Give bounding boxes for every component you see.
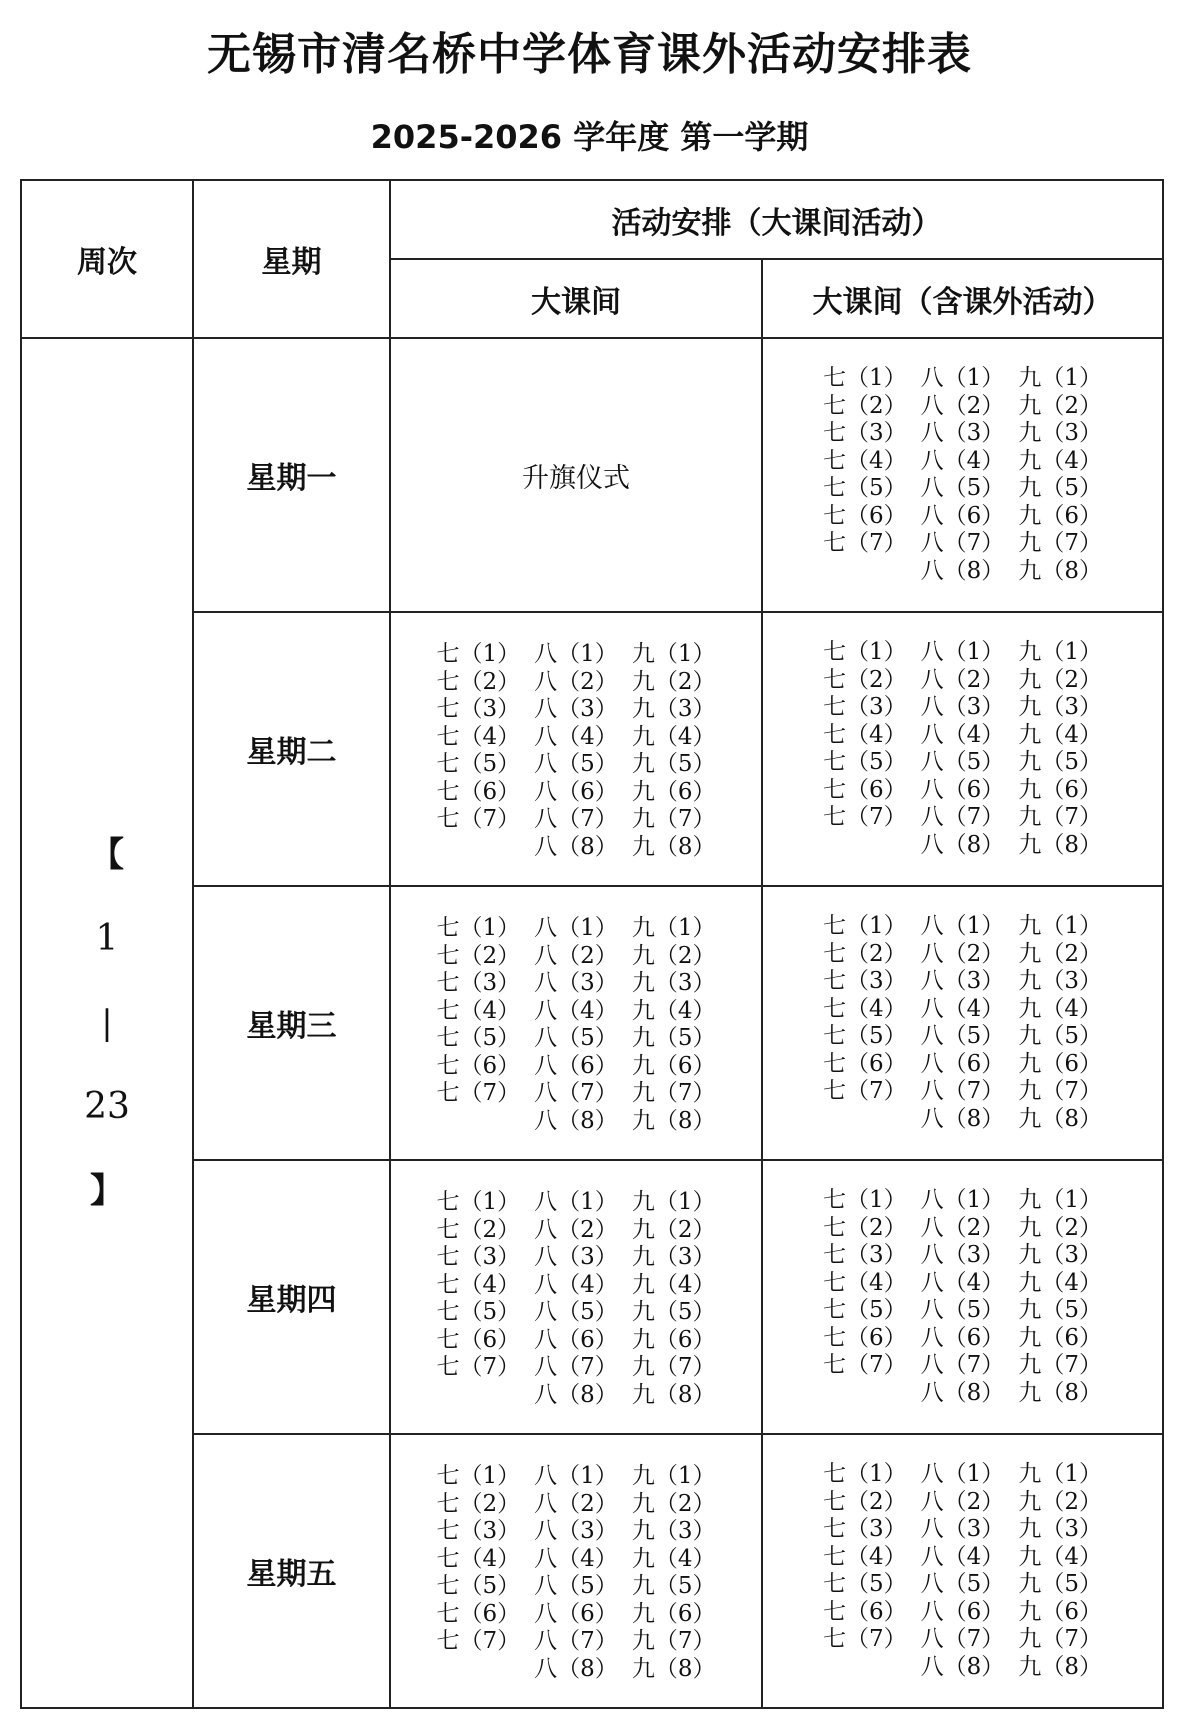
class-entry: 八（1） [534,641,618,667]
class-entry: 七（6） [436,1326,521,1353]
class-entry: 七（7） [436,1354,521,1380]
class-entry: 九（2） [1018,940,1102,967]
class-entry: 八（1） [920,1461,1005,1487]
class-entry: 九（2） [631,1216,716,1243]
class-entry: 七（4） [823,447,907,474]
class-entry: 八（1） [534,1189,618,1215]
class-entry: 九（8） [1018,1105,1102,1132]
class-entry: 八（6） [534,1326,618,1353]
class-entry: 七（2） [436,942,521,969]
class-entry: 八（8） [534,1381,618,1408]
class-entry: 八（6） [534,778,618,805]
class-entry: 八（4） [920,1269,1005,1296]
class-entry: 九（3） [1018,1516,1102,1542]
class-entry: 七（2） [823,1488,907,1515]
class-entry: 九（8） [631,1381,716,1408]
class-entry: 八（6） [534,1600,618,1627]
class-entry: 九（7） [1018,1626,1102,1652]
class-entry: 八（8） [920,1105,1005,1132]
break-cell [390,886,762,1160]
class-entry: 九（6） [631,1052,716,1079]
class-entry: 七（5） [823,1571,907,1597]
break-text: 升旗仪式 [522,462,630,494]
class-entry: 九（7） [1018,1352,1102,1378]
class-entry: 九（3） [631,696,716,722]
class-entry: 七（7） [823,804,907,830]
class-entry: 八（2） [920,1488,1005,1515]
class-entry: 九（7） [1018,804,1102,830]
class-entry: 九（6） [1018,1324,1102,1351]
class-entry: 九（1） [631,641,716,667]
class-entry: 七（6） [823,1598,907,1625]
class-entry: 九（5） [631,1573,716,1599]
class-entry: 八（7） [534,1080,618,1106]
class-entry: 九（8） [1018,557,1102,584]
class-entry: 七（7） [823,1352,907,1378]
break-classes [437,641,716,861]
header-activity: 活动安排（大课间活动） [390,180,1163,259]
class-entry [437,834,521,862]
class-entry [437,1108,521,1136]
class-entry [823,1654,907,1682]
class-entry: 九（6） [631,1326,716,1353]
class-entry [823,1380,907,1408]
class-entry: 七（2） [823,392,907,419]
class-entry: 八（3） [920,968,1005,994]
day-name: 星期一 [193,338,390,612]
class-entry: 八（6） [920,1324,1005,1351]
class-entry [823,1106,907,1134]
extra-classes [823,913,1102,1133]
class-entry: 七（1） [823,1187,907,1213]
class-entry: 七（4） [436,1545,521,1572]
class-entry: 九（6） [1018,1598,1102,1625]
class-entry: 七（4） [823,1269,907,1296]
class-entry: 九（8） [1018,1379,1102,1406]
class-entry: 七（1） [436,1189,521,1215]
class-entry: 七（6） [436,778,521,805]
class-entry: 七（4） [436,1271,521,1298]
class-entry [437,1656,521,1684]
class-entry: 八（3） [920,1516,1005,1542]
header-break-extra: 大课间（含课外活动） [762,259,1163,338]
class-entry: 九（7） [631,1080,716,1106]
class-entry: 八（2） [920,940,1005,967]
break-classes [437,915,716,1135]
break-cell [390,1434,762,1708]
class-entry: 八（6） [920,1598,1005,1625]
class-entry: 七（5） [823,749,907,775]
class-entry: 八（3） [920,420,1005,446]
class-entry: 八（2） [920,1214,1005,1241]
class-entry: 八（4） [920,447,1005,474]
class-entry: 八（6） [534,1052,618,1079]
class-entry: 八（8） [920,1653,1005,1680]
class-entry: 七（3） [823,694,907,720]
class-entry: 九（3） [631,1244,716,1270]
class-entry: 九（4） [631,723,716,750]
class-entry: 七（3） [823,1516,907,1542]
class-entry: 八（1） [920,639,1005,665]
break-classes [437,1463,716,1683]
class-entry: 七（2） [823,1214,907,1241]
class-entry: 八（3） [534,696,618,722]
class-entry: 九（7） [1018,1078,1102,1104]
class-entry: 九（8） [1018,1653,1102,1680]
class-entry: 九（2） [1018,1214,1102,1241]
class-entry: 八（2） [534,942,618,969]
class-entry: 八（4） [534,997,618,1024]
class-entry: 八（4） [920,721,1005,748]
week-range-end: 23 [84,1086,130,1127]
extra-classes [823,1187,1102,1407]
class-entry: 九（2） [631,668,716,695]
class-entry: 八（7） [534,806,618,832]
class-entry: 九（2） [631,1490,716,1517]
class-entry: 八（7） [534,1354,618,1380]
class-entry: 七（6） [436,1052,521,1079]
class-entry: 九（5） [631,751,716,777]
class-entry: 九（1） [631,1463,716,1489]
class-entry: 七（1） [823,913,907,939]
class-entry: 七（4） [823,721,907,748]
class-entry: 九（2） [1018,392,1102,419]
class-entry: 九（1） [1018,365,1102,391]
class-entry: 七（7） [823,530,907,556]
class-entry: 九（6） [1018,1050,1102,1077]
class-entry: 八（4） [534,1271,618,1298]
class-entry: 八（6） [920,1050,1005,1077]
class-entry: 九（5） [631,1299,716,1325]
class-entry: 八（7） [534,1628,618,1654]
class-entry: 七（3） [436,696,521,722]
class-entry: 七（3） [436,970,521,996]
class-entry: 七（4） [436,997,521,1024]
class-entry: 八（5） [920,749,1005,775]
class-entry: 七（6） [823,502,907,529]
class-entry: 七（5） [823,1023,907,1049]
class-entry: 七（6） [823,776,907,803]
class-entry: 七（3） [436,1244,521,1270]
class-entry: 九（3） [1018,1242,1102,1268]
extra-cell [762,1160,1163,1434]
class-entry: 七（2） [436,1216,521,1243]
class-entry: 八（5） [534,751,618,777]
class-entry: 七（6） [436,1600,521,1627]
class-entry: 八（5） [920,1297,1005,1323]
class-entry: 九（4） [631,1271,716,1298]
class-entry: 八（3） [534,1518,618,1544]
class-entry: 七（3） [823,968,907,994]
class-entry: 七（5） [436,1299,521,1325]
class-entry: 八（5） [920,1023,1005,1049]
class-entry: 八（7） [920,1626,1005,1652]
schedule-table [20,179,1164,1709]
class-entry: 九（6） [631,778,716,805]
class-entry: 八（5） [534,1573,618,1599]
extra-classes [823,1461,1102,1681]
class-entry: 九（8） [631,1655,716,1682]
page-title: 无锡市清名桥中学体育课外活动安排表 [207,29,972,80]
extra-classes [823,365,1102,585]
class-entry: 八（4） [920,995,1005,1022]
class-entry: 七（7） [436,806,521,832]
class-entry: 九（6） [1018,502,1102,529]
week-range-close: 】 [90,1171,124,1211]
class-entry: 七（5） [436,1573,521,1599]
class-entry: 九（3） [1018,694,1102,720]
class-entry: 八（8） [534,1655,618,1682]
class-entry: 九（4） [1018,995,1102,1022]
class-entry: 七（3） [823,1242,907,1268]
day-name: 星期二 [193,612,390,886]
class-entry: 七（6） [823,1324,907,1351]
class-entry: 七（1） [823,639,907,665]
week-range-open: 【 [90,835,124,875]
header-weekday: 星期 [193,180,390,338]
class-entry: 七（6） [823,1050,907,1077]
class-entry: 七（7） [436,1080,521,1106]
class-entry: 八（5） [534,1299,618,1325]
class-entry: 八（7） [920,804,1005,830]
day-name: 星期三 [193,886,390,1160]
class-entry [437,1382,521,1410]
header-break: 大课间 [390,259,762,338]
class-entry: 九（4） [1018,1269,1102,1296]
extra-cell [762,338,1163,612]
week-range-cell [21,338,193,1708]
class-entry: 七（3） [823,420,907,446]
class-entry: 八（5） [920,1571,1005,1597]
class-entry: 七（5） [823,475,907,501]
class-entry: 八（8） [920,1379,1005,1406]
class-entry: 七（2） [436,1490,521,1517]
class-entry: 九（4） [631,1545,716,1572]
header-week: 周次 [21,180,193,338]
class-entry: 八（5） [534,1025,618,1051]
class-entry: 八（1） [920,913,1005,939]
class-entry: 八（4） [920,1543,1005,1570]
class-entry: 七（3） [436,1518,521,1544]
class-entry: 七（5） [436,751,521,777]
class-entry: 九（7） [631,806,716,832]
class-entry: 七（2） [823,940,907,967]
class-entry: 八（1） [920,365,1005,391]
class-entry: 九（1） [1018,1187,1102,1213]
class-entry: 七（2） [823,666,907,693]
class-entry: 八（2） [534,668,618,695]
class-entry: 九（1） [631,915,716,941]
class-entry: 九（1） [1018,913,1102,939]
extra-cell [762,886,1163,1160]
class-entry: 七（1） [436,1463,521,1489]
class-entry: 八（8） [920,831,1005,858]
class-entry: 七（1） [436,641,521,667]
day-name: 星期五 [193,1434,390,1708]
break-cell [390,1160,762,1434]
class-entry: 九（4） [1018,447,1102,474]
class-entry: 九（5） [1018,1571,1102,1597]
class-entry: 八（3） [534,970,618,996]
class-entry: 八（6） [920,776,1005,803]
class-entry: 七（7） [823,1626,907,1652]
class-entry: 九（2） [631,942,716,969]
class-entry: 九（4） [631,997,716,1024]
class-entry: 九（2） [1018,666,1102,693]
class-entry: 七（7） [823,1078,907,1104]
class-entry: 七（1） [823,365,907,391]
class-entry: 七（7） [436,1628,521,1654]
break-cell [390,338,762,612]
page-subtitle: 2025-2026 学年度 第一学期 [370,118,809,156]
class-entry: 九（5） [631,1025,716,1051]
class-entry: 七（1） [823,1461,907,1487]
class-entry: 九（8） [631,1107,716,1134]
class-entry: 七（4） [823,1543,907,1570]
class-entry [823,558,907,586]
extra-cell [762,612,1163,886]
class-entry: 八（2） [534,1490,618,1517]
class-entry: 八（2） [920,666,1005,693]
class-entry: 八（1） [920,1187,1005,1213]
class-entry: 七（5） [823,1297,907,1323]
class-entry: 八（8） [920,557,1005,584]
class-entry: 九（7） [631,1628,716,1654]
class-entry: 八（1） [534,1463,618,1489]
class-entry: 八（4） [534,723,618,750]
class-entry: 九（3） [1018,968,1102,994]
class-entry: 八（7） [920,1078,1005,1104]
class-entry: 七（1） [436,915,521,941]
class-entry: 九（1） [1018,1461,1102,1487]
extra-classes [823,639,1102,859]
class-entry: 八（8） [534,1107,618,1134]
class-entry: 九（8） [1018,831,1102,858]
class-entry: 九（8） [631,833,716,860]
class-entry: 八（7） [920,1352,1005,1378]
class-entry: 八（2） [920,392,1005,419]
class-entry: 九（4） [1018,1543,1102,1570]
class-entry: 八（1） [534,915,618,941]
week-range-start: 1 [95,918,119,959]
class-entry: 九（3） [631,1518,716,1544]
class-entry: 七（2） [436,668,521,695]
class-entry: 八（5） [920,475,1005,501]
class-entry: 八（7） [920,530,1005,556]
class-entry: 九（5） [1018,1023,1102,1049]
class-entry: 七（4） [823,995,907,1022]
class-entry [823,832,907,860]
class-entry: 九（3） [631,970,716,996]
class-entry: 八（3） [920,694,1005,720]
class-entry: 八（2） [534,1216,618,1243]
class-entry: 九（3） [1018,420,1102,446]
class-entry: 八（4） [534,1545,618,1572]
class-entry: 九（2） [1018,1488,1102,1515]
class-entry: 九（5） [1018,1297,1102,1323]
class-entry: 七（4） [436,723,521,750]
day-name: 星期四 [193,1160,390,1434]
class-entry: 八（3） [920,1242,1005,1268]
class-entry: 八（6） [920,502,1005,529]
class-entry: 九（4） [1018,721,1102,748]
class-entry: 九（5） [1018,475,1102,501]
class-entry: 九（7） [1018,530,1102,556]
class-entry: 九（5） [1018,749,1102,775]
break-classes [437,1189,716,1409]
break-cell [390,612,762,886]
class-entry: 七（5） [436,1025,521,1051]
class-entry: 九（1） [1018,639,1102,665]
class-entry: 九（6） [631,1600,716,1627]
week-range-separator: | [101,1003,113,1043]
class-entry: 九（1） [631,1189,716,1215]
class-entry: 九（7） [631,1354,716,1380]
class-entry: 八（3） [534,1244,618,1270]
class-entry: 九（6） [1018,776,1102,803]
class-entry: 八（8） [534,833,618,860]
extra-cell [762,1434,1163,1708]
